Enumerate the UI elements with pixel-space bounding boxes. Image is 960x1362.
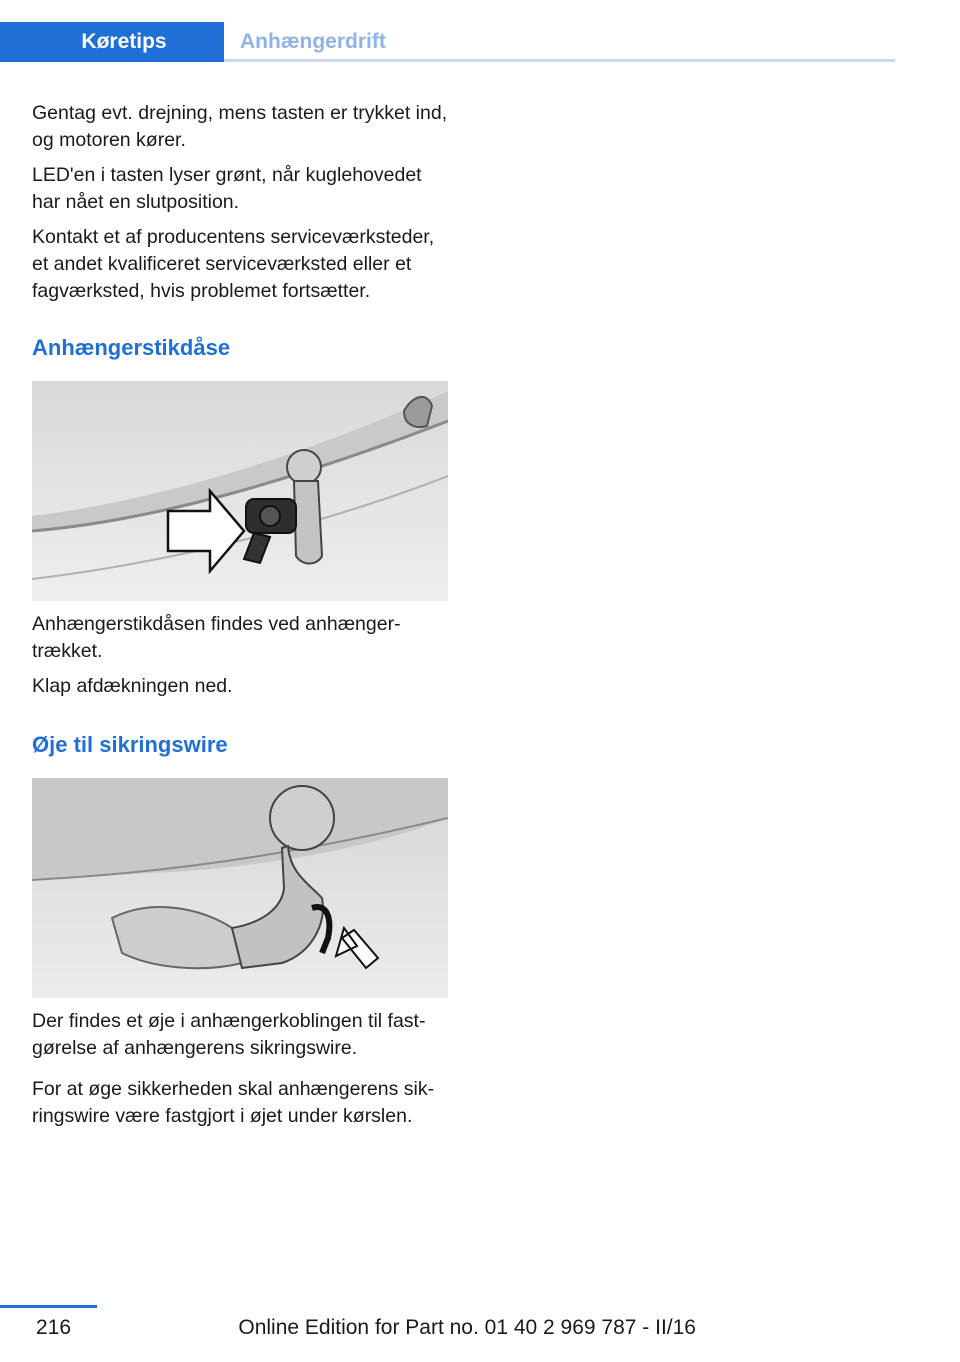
intro-paragraph-3: Kontakt et af producentens serviceværksteder, et andet kvalificeret serviceværksted eller et fagværksted, hvis problemet fortsætter. [32, 226, 435, 302]
intro-paragraph-2: LED'en i tasten lyser grønt, når kuglehovedet har nået en slutposition. [32, 164, 422, 213]
figure-safety-cable-eye [32, 778, 448, 998]
main-content [32, 100, 452, 1138]
socket-paragraph-2: Klap afdækningen ned. [32, 675, 233, 697]
header-rule [224, 59, 895, 62]
page-number: 216 [36, 1316, 72, 1339]
page-header [0, 0, 960, 62]
safety-cable-eye-illustration [32, 778, 448, 998]
trailer-socket-illustration [32, 381, 448, 601]
section-heading-oeje-til-sikringswire: Øje til sikringswire [32, 732, 228, 757]
intro-paragraph-1: Gentag evt. drejning, mens tasten er trykket ind, og motoren kører. [32, 102, 448, 151]
edition-text: Online Edition for Part no. 01 40 2 969 787 - II/16 [238, 1316, 696, 1339]
footer-rule [0, 1305, 97, 1308]
eye-paragraph-2: For at øge sikkerheden skal anhængerens sik-ringswire være fastgjort i øjet under kørslen. [32, 1078, 435, 1127]
socket-paragraph-1: Anhængerstikdåsen findes ved anhænger-trækket. [32, 613, 401, 662]
tab-koretips[interactable]: Køretips [0, 22, 224, 62]
eye-paragraph-1: Der findes et øje i anhængerkoblingen til fast-gørelse af anhængerens sikringswire. [32, 1010, 426, 1059]
figure-trailer-socket [32, 381, 448, 601]
section-heading-anhaengerstikdaase: Anhængerstikdåse [32, 335, 231, 360]
tab-anhaengerdrift[interactable]: Anhængerdrift [240, 30, 386, 53]
